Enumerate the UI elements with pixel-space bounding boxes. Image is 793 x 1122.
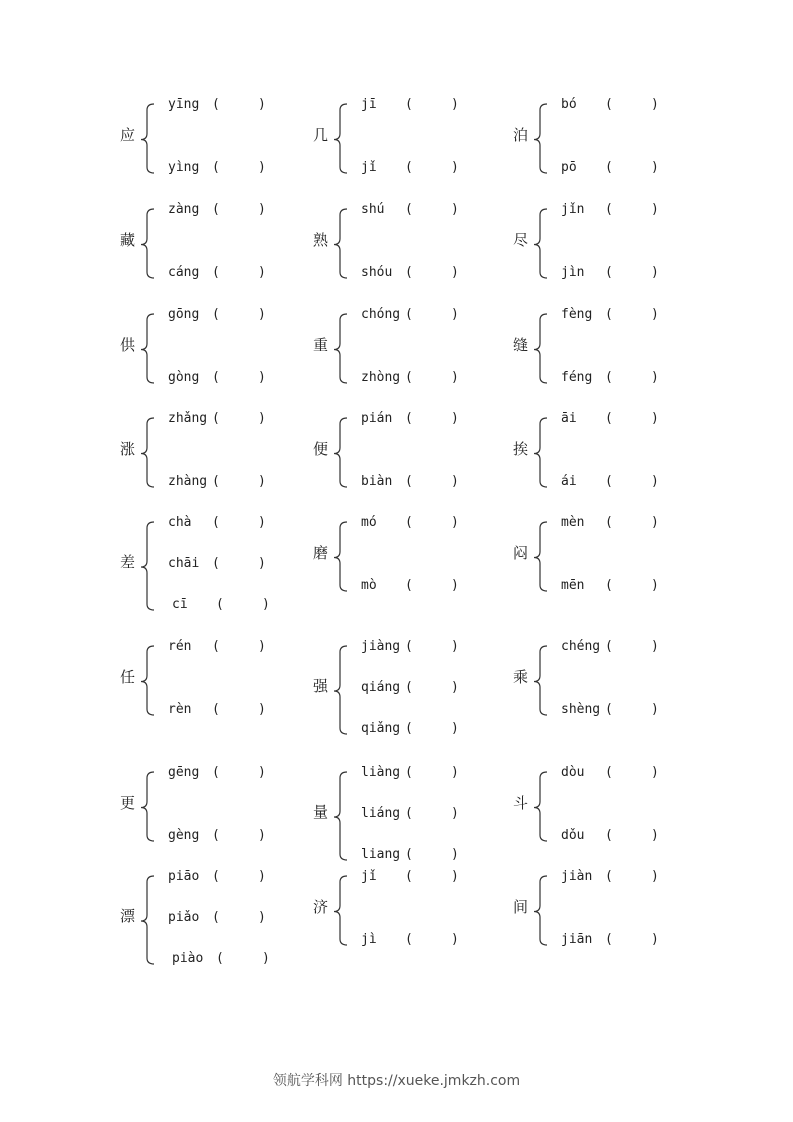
- pinyin-label: mēn: [561, 578, 585, 593]
- pinyin-label: jiàng: [361, 639, 401, 654]
- pinyin-label: jì: [361, 932, 377, 947]
- polyphone-char: 便: [313, 439, 329, 458]
- pinyin-label: chóng: [361, 307, 401, 322]
- answer-blank-close[interactable]: ): [451, 578, 459, 593]
- answer-blank-open[interactable]: (: [605, 474, 613, 489]
- polyphone-char: 供: [120, 335, 136, 354]
- polyphone-char: 斗: [513, 793, 529, 812]
- pinyin-label: jǐ: [361, 160, 377, 175]
- answer-blank-open[interactable]: (: [605, 160, 613, 175]
- answer-blank-close[interactable]: ): [258, 160, 266, 175]
- pinyin-label: gòng: [168, 370, 200, 385]
- pinyin-label: gēng: [168, 765, 200, 780]
- answer-blank-open[interactable]: (: [405, 578, 413, 593]
- answer-blank-close[interactable]: ): [258, 702, 266, 717]
- answer-blank-open[interactable]: (: [605, 828, 613, 843]
- pinyin-label: cī: [172, 597, 188, 612]
- pinyin-label: cáng: [168, 265, 200, 280]
- pinyin-label: dǒu: [561, 828, 585, 843]
- pinyin-label: jī: [361, 97, 377, 112]
- answer-blank-open[interactable]: (: [405, 515, 413, 530]
- pinyin-label: jiān: [561, 932, 593, 947]
- answer-blank-open[interactable]: (: [405, 411, 413, 426]
- answer-blank-close[interactable]: ): [258, 307, 266, 322]
- answer-blank-close[interactable]: ): [651, 578, 659, 593]
- pinyin-label: zhǎng: [168, 411, 208, 426]
- polyphone-char: 闷: [513, 543, 529, 562]
- pinyin-label: chà: [168, 515, 192, 530]
- pinyin-label: qiǎng: [361, 721, 401, 736]
- answer-blank-close[interactable]: ): [258, 828, 266, 843]
- pinyin-label: qiáng: [361, 680, 401, 695]
- answer-blank-open[interactable]: (: [605, 639, 613, 654]
- pinyin-label: chāi: [168, 556, 200, 571]
- answer-blank-close[interactable]: ): [258, 370, 266, 385]
- answer-blank-open[interactable]: (: [605, 702, 613, 717]
- reading-row: [561, 933, 691, 946]
- answer-blank-close[interactable]: ): [258, 411, 266, 426]
- polyphone-char: 任: [120, 667, 136, 686]
- answer-blank-open[interactable]: (: [405, 160, 413, 175]
- pinyin-label: liàng: [361, 765, 401, 780]
- pinyin-label: féng: [561, 370, 593, 385]
- answer-blank-close[interactable]: ): [651, 474, 659, 489]
- pinyin-label: mò: [361, 578, 377, 593]
- answer-blank-close[interactable]: ): [451, 474, 459, 489]
- pinyin-label: yìng: [168, 160, 200, 175]
- answer-blank-close[interactable]: ): [651, 370, 659, 385]
- answer-blank-close[interactable]: ): [451, 869, 459, 884]
- pinyin-label: jìn: [561, 265, 585, 280]
- answer-blank-open[interactable]: (: [212, 639, 220, 654]
- answer-blank-open[interactable]: (: [405, 847, 413, 862]
- answer-blank-open[interactable]: (: [405, 639, 413, 654]
- answer-blank-open[interactable]: (: [216, 951, 224, 966]
- answer-blank-close[interactable]: ): [258, 556, 266, 571]
- polyphone-char: 缝: [513, 335, 529, 354]
- pinyin-label: mèn: [561, 515, 585, 530]
- answer-blank-close[interactable]: ): [451, 721, 459, 736]
- polyphone-char: 乘: [513, 667, 529, 686]
- answer-blank-open[interactable]: (: [216, 597, 224, 612]
- polyphone-char: 尽: [513, 230, 529, 249]
- polyphone-char: 磨: [313, 543, 329, 562]
- pinyin-label: piāo: [168, 869, 200, 884]
- answer-blank-close[interactable]: ): [258, 639, 266, 654]
- polyphone-char: 几: [313, 125, 329, 144]
- answer-blank-close[interactable]: ): [451, 202, 459, 217]
- answer-blank-open[interactable]: (: [212, 869, 220, 884]
- answer-blank-close[interactable]: ): [258, 515, 266, 530]
- pinyin-label: zhàng: [168, 474, 208, 489]
- pinyin-label: liang: [361, 847, 401, 862]
- answer-blank-open[interactable]: (: [405, 721, 413, 736]
- pinyin-label: zhòng: [361, 370, 401, 385]
- answer-blank-open[interactable]: (: [605, 265, 613, 280]
- pinyin-label: piǎo: [168, 910, 200, 925]
- answer-blank-close[interactable]: ): [451, 806, 459, 821]
- answer-blank-close[interactable]: ): [651, 160, 659, 175]
- polyphone-char: 熟: [313, 230, 329, 249]
- pinyin-label: fèng: [561, 307, 593, 322]
- answer-blank-open[interactable]: (: [405, 806, 413, 821]
- answer-blank-open[interactable]: (: [212, 160, 220, 175]
- polyphone-char: 间: [513, 897, 529, 916]
- answer-blank-open[interactable]: (: [212, 702, 220, 717]
- answer-blank-close[interactable]: ): [651, 307, 659, 322]
- reading-row: [561, 870, 691, 883]
- answer-blank-open[interactable]: (: [405, 97, 413, 112]
- answer-blank-open[interactable]: (: [212, 515, 220, 530]
- answer-blank-close[interactable]: ): [651, 265, 659, 280]
- answer-blank-open[interactable]: (: [212, 411, 220, 426]
- pinyin-label: gōng: [168, 307, 200, 322]
- polyphone-char: 涨: [120, 439, 136, 458]
- answer-blank-close[interactable]: ): [451, 515, 459, 530]
- answer-blank-open[interactable]: (: [405, 680, 413, 695]
- answer-blank-close[interactable]: ): [451, 932, 459, 947]
- answer-blank-close[interactable]: ): [651, 515, 659, 530]
- answer-blank-close[interactable]: ): [258, 474, 266, 489]
- pinyin-label: liáng: [361, 806, 401, 821]
- answer-blank-open[interactable]: (: [212, 370, 220, 385]
- answer-blank-close[interactable]: ): [451, 307, 459, 322]
- answer-blank-open[interactable]: (: [405, 932, 413, 947]
- polyphone-char: 泊: [513, 125, 529, 144]
- pinyin-label: rén: [168, 639, 192, 654]
- answer-blank-close[interactable]: ): [258, 265, 266, 280]
- answer-blank-close[interactable]: ): [262, 597, 270, 612]
- answer-blank-open[interactable]: (: [605, 97, 613, 112]
- answer-blank-close[interactable]: ): [258, 202, 266, 217]
- answer-blank-open[interactable]: (: [405, 765, 413, 780]
- polyphone-char: 藏: [120, 230, 136, 249]
- answer-blank-open[interactable]: (: [405, 265, 413, 280]
- answer-blank-close[interactable]: ): [651, 639, 659, 654]
- polyphone-char: 挨: [513, 439, 529, 458]
- answer-blank-close[interactable]: ): [258, 765, 266, 780]
- answer-blank-open[interactable]: (: [605, 307, 613, 322]
- answer-blank-close[interactable]: ): [258, 97, 266, 112]
- footer-watermark: 领航学科网 https://xueke.jmkzh.com: [272, 1073, 521, 1089]
- answer-blank-close[interactable]: ): [651, 97, 659, 112]
- answer-blank-open[interactable]: (: [212, 556, 220, 571]
- answer-blank-open[interactable]: (: [212, 910, 220, 925]
- answer-blank-open[interactable]: (: [605, 411, 613, 426]
- answer-blank-open[interactable]: (: [405, 370, 413, 385]
- polyphone-char: 漂: [120, 907, 136, 925]
- pinyin-label: gèng: [168, 828, 200, 843]
- answer-blank-close[interactable]: ): [651, 702, 659, 717]
- polyphone-char: 强: [313, 677, 329, 695]
- polyphone-char: 更: [120, 793, 136, 812]
- pinyin-label: zàng: [168, 202, 200, 217]
- polyphone-char: 重: [313, 335, 329, 354]
- answer-blank-close[interactable]: ): [451, 680, 459, 695]
- answer-blank-open[interactable]: (: [212, 265, 220, 280]
- answer-blank-open[interactable]: (: [405, 307, 413, 322]
- answer-blank-close[interactable]: ): [451, 97, 459, 112]
- pinyin-label: pō: [561, 160, 577, 175]
- pinyin-label: ái: [561, 474, 577, 489]
- answer-blank-close[interactable]: ): [651, 869, 659, 884]
- polyphone-char: 差: [120, 553, 136, 571]
- pinyin-label: shèng: [561, 702, 601, 717]
- answer-blank-close[interactable]: ): [651, 411, 659, 426]
- answer-blank-close[interactable]: ): [651, 828, 659, 843]
- pinyin-label: jiàn: [561, 869, 593, 884]
- answer-blank-open[interactable]: (: [212, 307, 220, 322]
- answer-blank-open[interactable]: (: [605, 932, 613, 947]
- pinyin-label: mó: [361, 515, 377, 530]
- answer-blank-open[interactable]: (: [605, 202, 613, 217]
- answer-blank-close[interactable]: ): [451, 765, 459, 780]
- pinyin-label: piào: [172, 951, 204, 966]
- answer-blank-open[interactable]: (: [212, 202, 220, 217]
- answer-blank-close[interactable]: ): [651, 202, 659, 217]
- answer-blank-open[interactable]: (: [212, 765, 220, 780]
- pinyin-label: āi: [561, 411, 577, 426]
- pinyin-label: yīng: [168, 97, 200, 112]
- pinyin-label: shóu: [361, 265, 393, 280]
- answer-blank-close[interactable]: ): [451, 370, 459, 385]
- answer-blank-close[interactable]: ): [451, 265, 459, 280]
- answer-blank-close[interactable]: ): [651, 932, 659, 947]
- answer-blank-close[interactable]: ): [651, 765, 659, 780]
- polyphone-char: 量: [313, 803, 329, 821]
- answer-blank-open[interactable]: (: [212, 97, 220, 112]
- answer-blank-open[interactable]: (: [605, 765, 613, 780]
- pinyin-label: bó: [561, 97, 577, 112]
- answer-blank-close[interactable]: ): [258, 869, 266, 884]
- pinyin-label: biàn: [361, 474, 393, 489]
- pinyin-label: dòu: [561, 765, 585, 780]
- pinyin-label: chéng: [561, 639, 601, 654]
- pinyin-label: jǐ: [361, 869, 377, 884]
- answer-blank-close[interactable]: ): [451, 160, 459, 175]
- polyphone-char: 应: [120, 125, 136, 144]
- answer-blank-open[interactable]: (: [405, 202, 413, 217]
- polyphone-char: 济: [313, 897, 329, 916]
- answer-blank-close[interactable]: ): [258, 910, 266, 925]
- pinyin-label: rèn: [168, 702, 192, 717]
- answer-blank-close[interactable]: ): [451, 639, 459, 654]
- pinyin-label: jǐn: [561, 202, 585, 217]
- answer-blank-open[interactable]: (: [405, 869, 413, 884]
- pinyin-label: pián: [361, 411, 393, 426]
- answer-blank-open[interactable]: (: [605, 370, 613, 385]
- answer-blank-close[interactable]: ): [262, 951, 270, 966]
- answer-blank-close[interactable]: ): [451, 411, 459, 426]
- answer-blank-close[interactable]: ): [451, 847, 459, 862]
- answer-blank-open[interactable]: (: [605, 515, 613, 530]
- answer-blank-open[interactable]: (: [605, 869, 613, 884]
- answer-blank-open[interactable]: (: [212, 828, 220, 843]
- answer-blank-open[interactable]: (: [212, 474, 220, 489]
- answer-blank-open[interactable]: (: [605, 578, 613, 593]
- pinyin-label: shú: [361, 202, 385, 217]
- answer-blank-open[interactable]: (: [405, 474, 413, 489]
